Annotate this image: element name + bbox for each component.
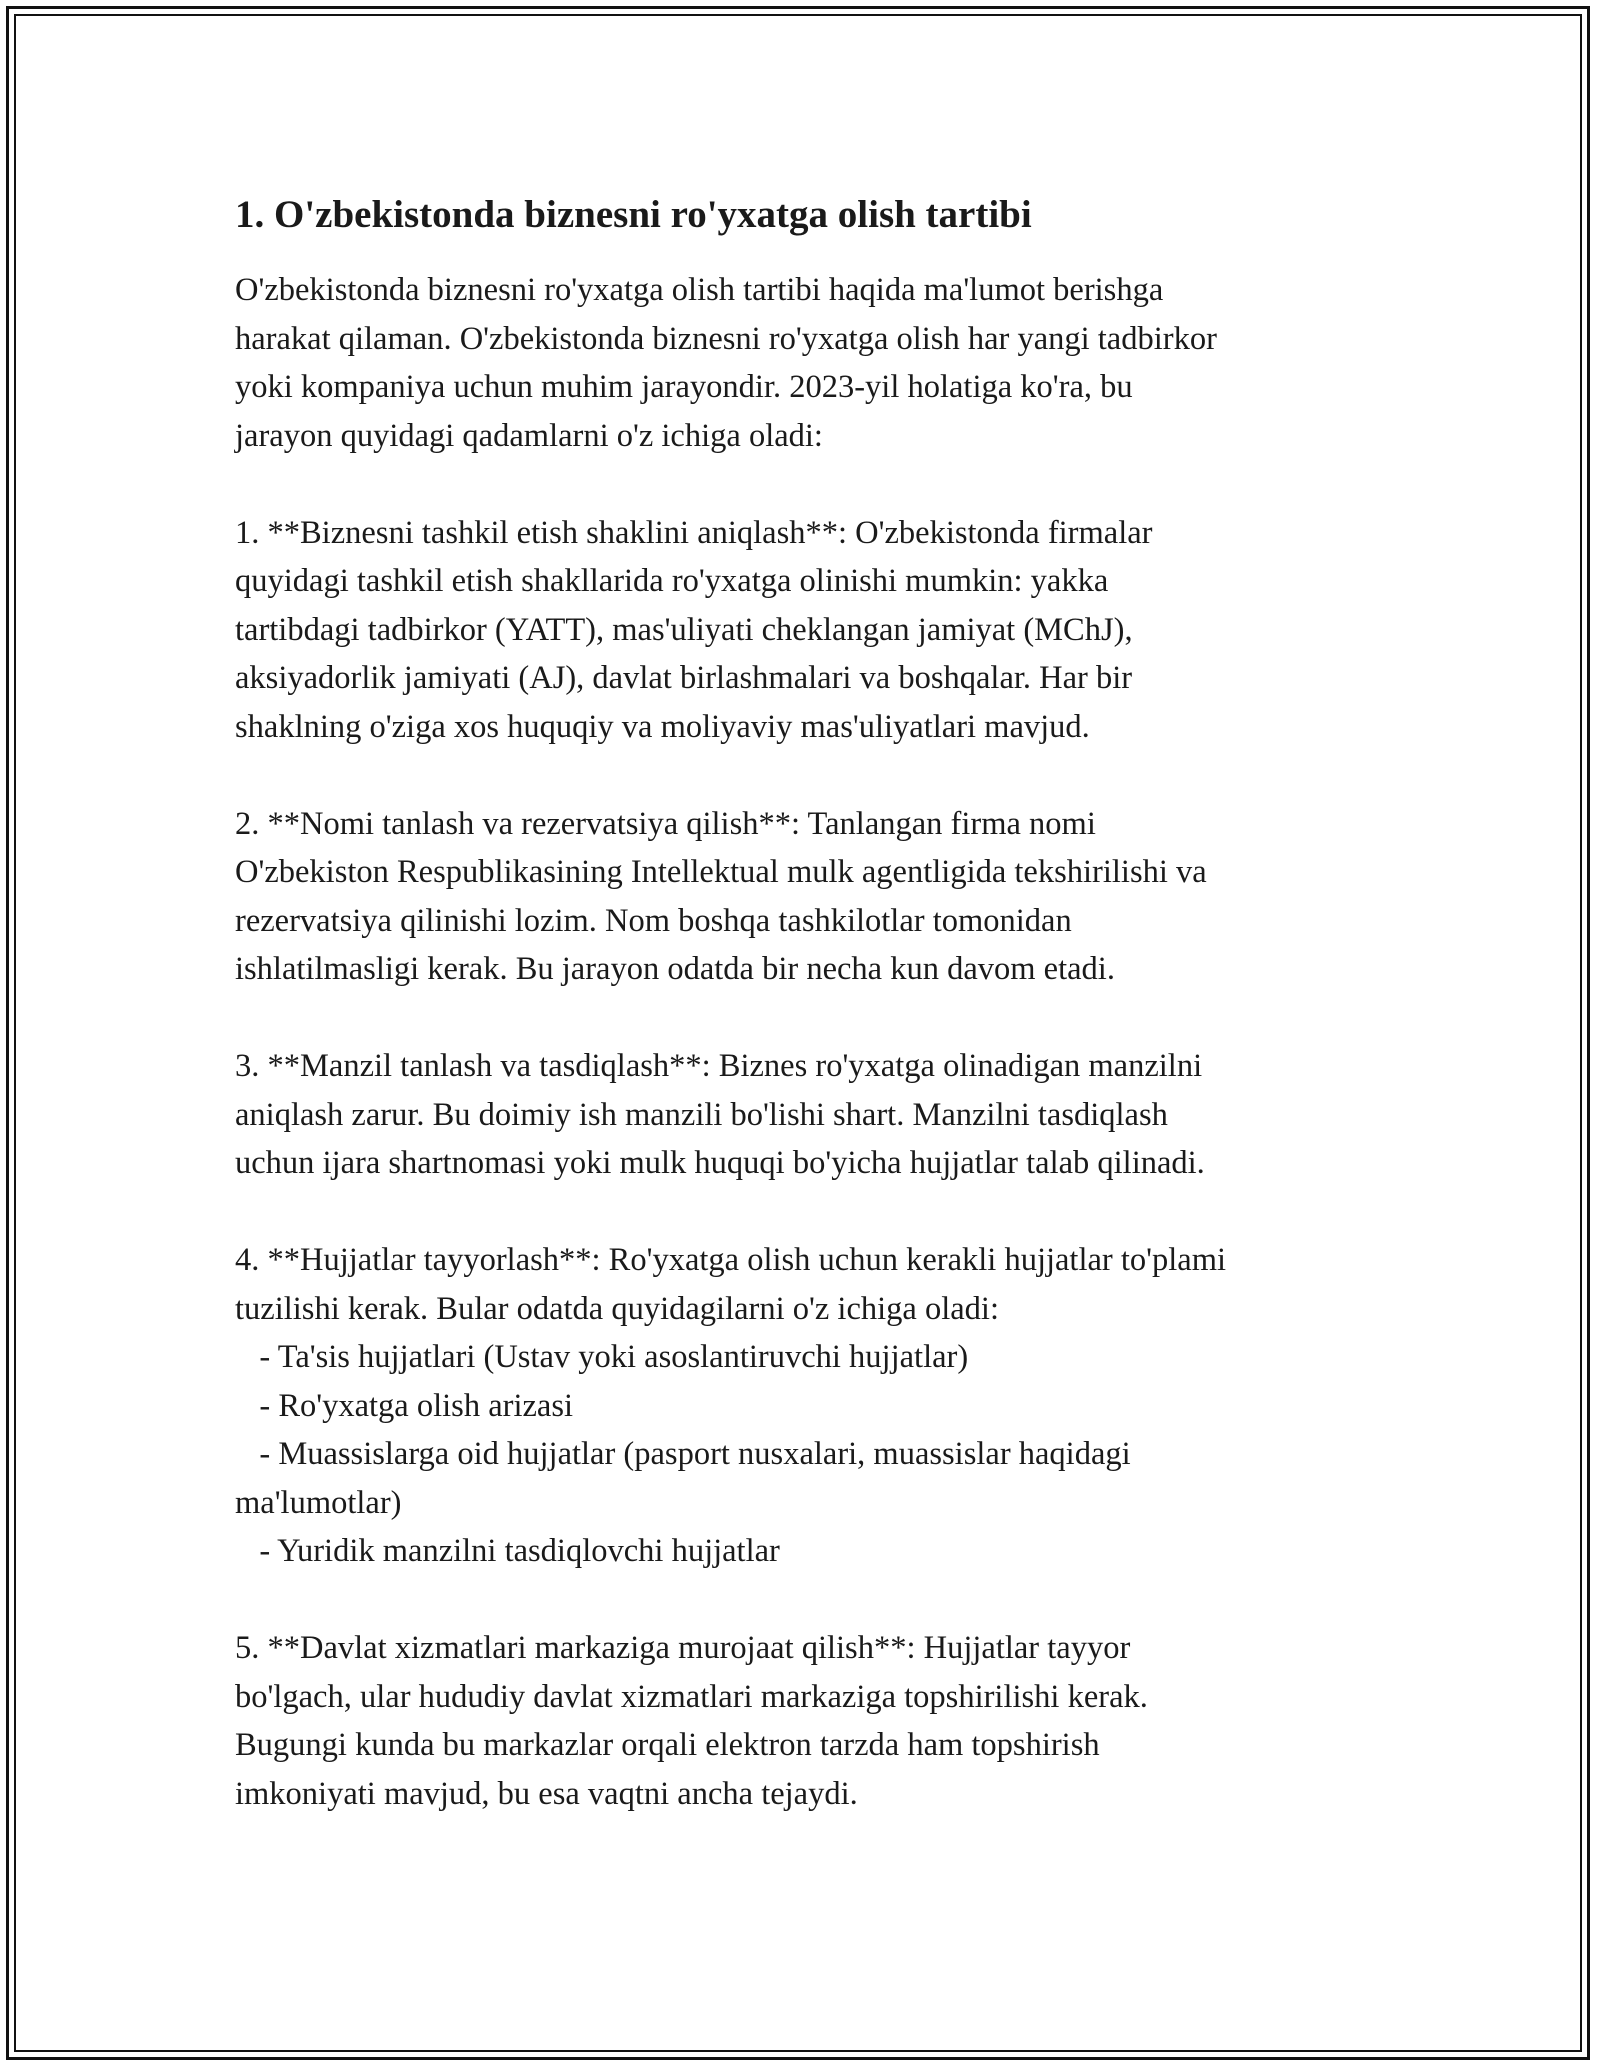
step-5-paragraph	[235, 1624, 1375, 1818]
text-line: 1. **Biznesni tashkil etish shaklini aniqlash**: O'zbekistonda firmalar	[235, 514, 1153, 551]
document-title: 1. O'zbekistonda biznesni ro'yxatga olish tartibi	[235, 193, 1032, 236]
list-item: - Yuridik manzilni tasdiqlovchi hujjatlar	[235, 1533, 780, 1569]
text-line: quyidagi tashkil etish shakllarida ro'yxatga olinishi mumkin: yakka	[235, 563, 1109, 599]
text-line: tuzilishi kerak. Bular odatda quyidagilarni o'z ichiga oladi:	[235, 1290, 999, 1327]
text-line: bo'lgach, ular hududiy davlat xizmatlari markaziga topshirilishi kerak.	[235, 1678, 1148, 1715]
step-4-paragraph	[235, 1236, 1375, 1576]
text-line: imkoniyati mavjud, bu esa vaqtni ancha tejaydi.	[235, 1775, 858, 1812]
text-line: 5. **Davlat xizmatlari markaziga murojaat qilish**: Hujjatlar tayyor	[235, 1630, 1131, 1666]
text-line: yoki kompaniya uchun muhim jarayondir. 2023-yil holatiga ko'ra, bu	[235, 369, 1133, 405]
text-line: 2. **Nomi tanlash va rezervatsiya qilish**: Tanlangan firma nomi	[235, 805, 1096, 842]
list-item: - Ro'yxatga olish arizasi	[235, 1387, 573, 1424]
text-line: jarayon quyidagi qadamlarni o'z ichiga oladi:	[235, 417, 823, 454]
intro-paragraph	[235, 266, 1375, 460]
list-item: - Ta'sis hujjatlari (Ustav yoki asoslantiruvchi hujjatlar)	[235, 1339, 969, 1375]
step-1-paragraph	[235, 509, 1375, 752]
list-item-continuation: ma'lumotlar)	[235, 1484, 402, 1521]
text-line: aniqlash zarur. Bu doimiy ish manzili bo'lishi shart. Manzilni tasdiqlash	[235, 1096, 1168, 1133]
step-3-paragraph	[235, 1042, 1375, 1188]
text-line: harakat qilaman. O'zbekistonda biznesni ro'yxatga olish har yangi tadbirkor	[235, 320, 1217, 357]
text-line: aksiyadorlik jamiyati (AJ), davlat birlashmalari va boshqalar. Har bir	[235, 660, 1133, 696]
step-2-paragraph	[235, 800, 1375, 994]
text-line: shaklning o'ziga xos huquqiy va moliyaviy mas'uliyatlari mavjud.	[235, 708, 1090, 745]
text-line: uchun ijara shartnomasi yoki mulk huquqi bo'yicha hujjatlar talab qilinadi.	[235, 1145, 1205, 1181]
text-line: 4. **Hujjatlar tayyorlash**: Ro'yxatga olish uchun kerakli hujjatlar to'plami	[235, 1242, 1227, 1278]
text-line: Bugungi kunda bu markazlar orqali elektron tarzda ham topshirish	[235, 1727, 1100, 1763]
text-line: 3. **Manzil tanlash va tasdiqlash**: Biznes ro'yxatga olinadigan manzilni	[235, 1048, 1203, 1084]
text-line: ishlatilmasligi kerak. Bu jarayon odatda bir necha kun davom etadi.	[235, 951, 1115, 987]
document-body	[235, 190, 1375, 1818]
text-line: rezervatsiya qilinishi lozim. Nom boshqa tashkilotlar tomonidan	[235, 902, 1072, 939]
text-line: tartibdagi tadbirkor (YATT), mas'uliyati cheklangan jamiyat (MChJ),	[235, 611, 1133, 648]
text-line: O'zbekiston Respublikasining Intellektual mulk agentligida tekshirilishi va	[235, 854, 1207, 890]
text-line: O'zbekistonda biznesni ro'yxatga olish tartibi haqida ma'lumot berishga	[235, 272, 1164, 308]
list-item: - Muassislarga oid hujjatlar (pasport nusxalari, muassislar haqidagi	[235, 1436, 1131, 1472]
